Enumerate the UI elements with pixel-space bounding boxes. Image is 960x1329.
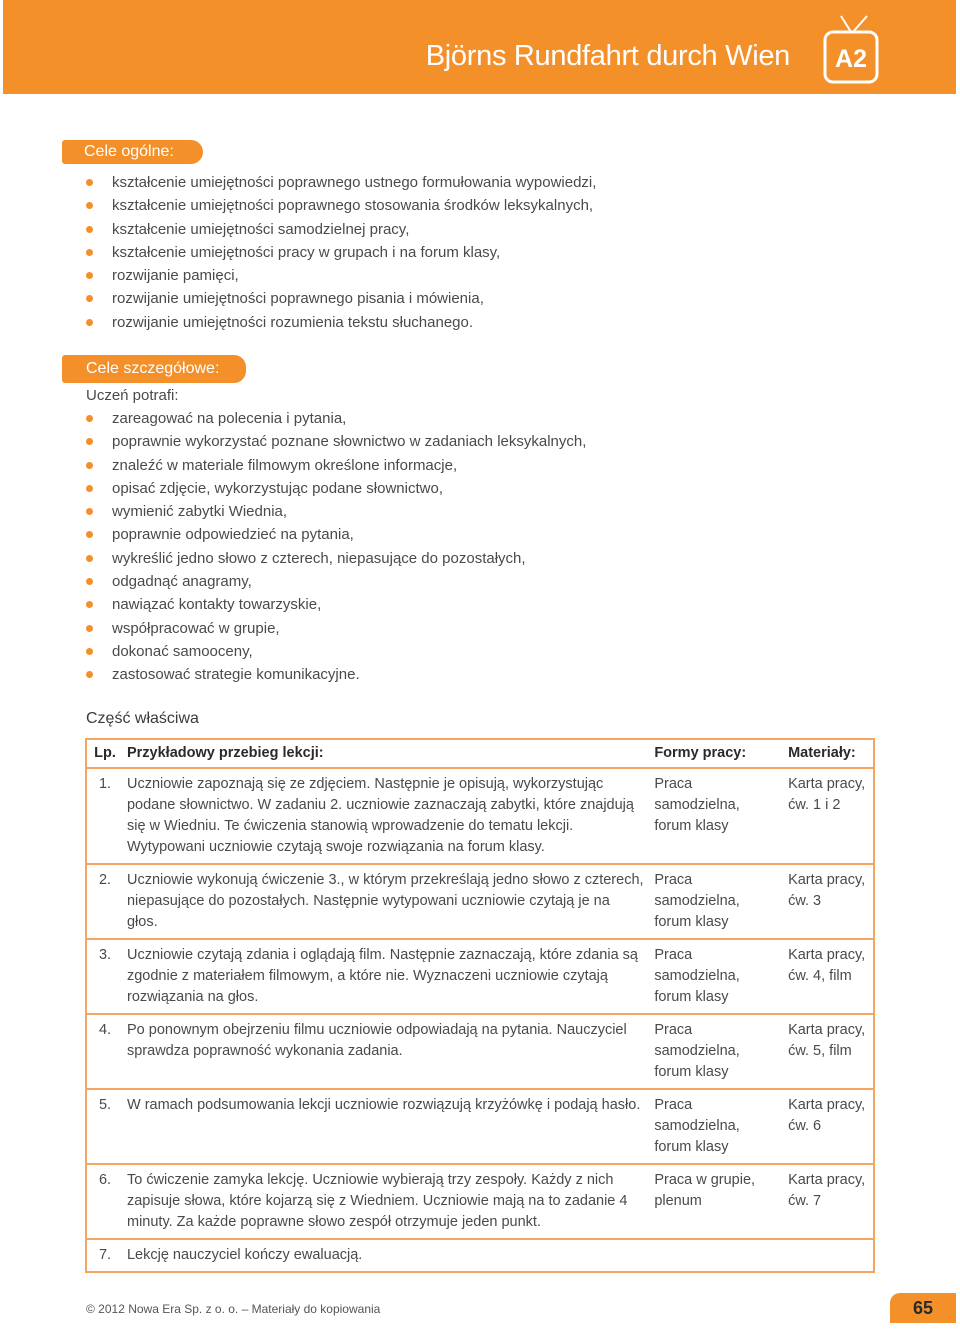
table-row [86,1164,874,1239]
list-item: wymienić zabytki Wiednia, [86,500,586,523]
row-forms: Praca samodzielna, forum klasy [648,939,782,1014]
row-number: 5. [86,1089,121,1164]
list-item: znaleźć w materiale filmowym określone informacje, [86,454,586,477]
row-description: Uczniowie zapoznają się ze zdjęciem. Następnie je opisują, wykorzystując podane słownictwo. W zadaniu 2. uczniowie zaznaczają zabytki, które znajdują się w Wiedniu. Te ćwiczenia stanowią wprowadzenie do tematu lekcji. Wytypowani uczniowie czytają swoje rozwiązania na forum klasy. [121,768,648,864]
row-forms: Praca w grupie, plenum [648,1164,782,1239]
list-item: rozwijanie pamięci, [86,264,596,287]
list-item: wykreślić jedno słowo z czterech, niepasujące do pozostałych, [86,547,586,570]
table-row [86,939,874,1014]
general-goals-list [86,171,596,334]
list-item: dokonać samooceny, [86,640,586,663]
page-number: 65 [890,1293,956,1323]
row-number: 2. [86,864,121,939]
list-item: kształcenie umiejętności poprawnego stosowania środków leksykalnych, [86,194,596,217]
table-row [86,1089,874,1164]
list-item: kształcenie umiejętności pracy w grupach i na forum klasy, [86,241,596,264]
list-item: współpracować w grupie, [86,617,586,640]
list-item: kształcenie umiejętności poprawnego ustnego formułowania wypowiedzi, [86,171,596,194]
row-materials: Karta pracy, ćw. 1 i 2 [782,768,874,864]
list-item: poprawnie odpowiedzieć na pytania, [86,523,586,546]
page-header [3,0,956,94]
row-forms: Praca samodzielna, forum klasy [648,1089,782,1164]
list-item: rozwijanie umiejętności poprawnego pisania i mówienia, [86,287,596,310]
row-materials: Karta pracy, ćw. 5, film [782,1014,874,1089]
row-number: 1. [86,768,121,864]
table-header-row [86,739,874,768]
row-forms: Praca samodzielna, forum klasy [648,768,782,864]
list-item: poprawnie wykorzystać poznane słownictwo w zadaniach leksykalnych, [86,430,586,453]
row-number: 4. [86,1014,121,1089]
row-materials: Karta pracy, ćw. 7 [782,1164,874,1239]
row-description: Uczniowie czytają zdania i oglądają film. Następnie zaznaczają, które zdania są zgodnie z materiałem filmowym, a które nie. Wyznaczeni uczniowie czytają rozwiązania na głos. [121,939,648,1014]
row-description: Uczniowie wykonują ćwiczenie 3., w którym przekreślają jedno słowo z czterech, niepasujące do pozostałych. Następnie wytypowani uczniowie czytają je na głos. [121,864,648,939]
row-description: Lekcję nauczyciel kończy ewaluacją. [121,1239,648,1272]
list-item: odgadnąć anagramy, [86,570,586,593]
worksheet-title: Björns Rundfahrt durch Wien [425,40,790,72]
list-item: rozwijanie umiejętności rozumienia tekstu słuchanego. [86,311,596,334]
row-materials: Karta pracy, ćw. 4, film [782,939,874,1014]
level-badge: A2 [835,45,867,73]
column-header: Materiały: [782,739,874,768]
specific-goals-list [86,407,586,687]
lesson-section-title: Część właściwa [86,710,199,727]
list-item: zareagować na polecenia i pytania, [86,407,586,430]
row-forms [648,1239,782,1272]
table-row [86,1014,874,1089]
row-description: W ramach podsumowania lekcji uczniowie rozwiązują krzyżówkę i podają hasło. [121,1089,648,1164]
row-number: 7. [86,1239,121,1272]
row-materials: Karta pracy, ćw. 6 [782,1089,874,1164]
list-item: kształcenie umiejętności samodzielnej pracy, [86,218,596,241]
row-materials [782,1239,874,1272]
specific-goals-label: Cele szczegółowe: [62,355,246,383]
row-description: To ćwiczenie zamyka lekcję. Uczniowie wybierają trzy zespoły. Każdy z nich zapisuje słowa, które kojarzą się z Wiedniem. Uczniowie mają na to zadanie 4 minuty. Za każde poprawne słowo zespół otrzymuje jeden punkt. [121,1164,648,1239]
table-row [86,768,874,864]
general-goals-label: Cele ogólne: [62,140,203,164]
row-number: 6. [86,1164,121,1239]
row-materials: Karta pracy, ćw. 3 [782,864,874,939]
column-header: Formy pracy: [648,739,782,768]
list-item: nawiązać kontakty towarzyskie, [86,593,586,616]
row-forms: Praca samodzielna, forum klasy [648,864,782,939]
column-header: Lp. [86,739,121,768]
tv-icon [823,14,883,88]
list-item: opisać zdjęcie, wykorzystując podane słownictwo, [86,477,586,500]
table-row [86,1239,874,1272]
row-number: 3. [86,939,121,1014]
column-header: Przykładowy przebieg lekcji: [121,739,648,768]
row-forms: Praca samodzielna, forum klasy [648,1014,782,1089]
row-description: Po ponownym obejrzeniu filmu uczniowie odpowiadają na pytania. Nauczyciel sprawdza poprawność wykonania zadania. [121,1014,648,1089]
table-row [86,864,874,939]
lesson-plan-table [85,738,875,1273]
copyright-notice: © 2012 Nowa Era Sp. z o. o. – Materiały do kopiowania [86,1302,381,1316]
list-item: zastosować strategie komunikacyjne. [86,663,586,686]
specific-goals-intro: Uczeń potrafi: [86,387,179,404]
